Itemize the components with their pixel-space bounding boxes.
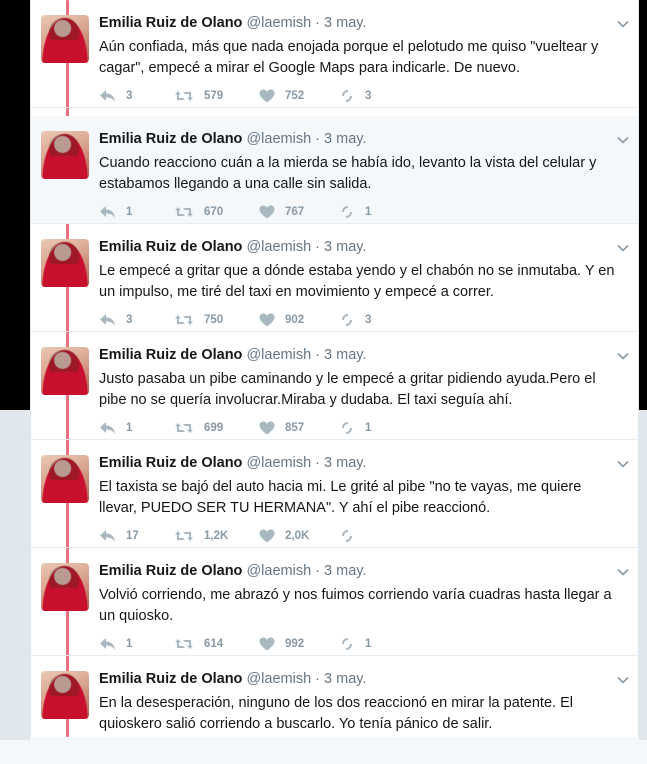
retweet-count: 750 xyxy=(204,314,224,326)
author-handle[interactable]: @laemish xyxy=(246,563,312,579)
author-handle[interactable]: @laemish xyxy=(246,455,312,471)
avatar[interactable] xyxy=(41,671,89,719)
author-name[interactable]: Emilia Ruiz de Olano xyxy=(99,563,243,579)
avatar[interactable] xyxy=(41,15,89,63)
reply-count: 1 xyxy=(126,206,133,218)
retweet-button[interactable] xyxy=(174,420,223,436)
tweet-text: Aún confiada, más que nada enojada porque el pelotudo me quiso "vueltear y cagar", empecé a mirar el Google Maps para indicarle. De nuevo. xyxy=(99,39,599,76)
like-button[interactable] xyxy=(259,312,304,328)
background-gray-panel-right xyxy=(639,410,647,740)
retweet-count: 670 xyxy=(204,206,224,218)
tweet[interactable] xyxy=(31,332,638,440)
moment-icon xyxy=(339,89,355,103)
retweet-button[interactable] xyxy=(174,204,223,220)
background-right xyxy=(639,0,647,737)
like-icon xyxy=(259,89,275,103)
chevron-down-icon[interactable] xyxy=(616,349,630,363)
separator: · xyxy=(315,347,321,363)
chevron-down-icon[interactable] xyxy=(616,17,630,31)
tweet-header xyxy=(99,562,367,580)
author-handle[interactable]: @laemish xyxy=(246,671,312,687)
reply-count: 3 xyxy=(126,314,133,326)
tweet-actions xyxy=(99,636,519,652)
moment-icon xyxy=(339,205,355,219)
tweet-header xyxy=(99,670,367,688)
author-name[interactable]: Emilia Ruiz de Olano xyxy=(99,239,243,255)
reply-button[interactable] xyxy=(99,636,132,652)
retweet-count: 614 xyxy=(204,638,224,650)
retweet-icon xyxy=(174,529,194,543)
separator: · xyxy=(315,131,321,147)
tweet-text: En la desesperación, ninguno de los dos reaccionó en mirar la patente. El quioskero salió corriendo a buscarlo. Yo tenía pánico de salir. xyxy=(99,695,573,732)
like-button[interactable] xyxy=(259,88,304,104)
reply-count: 1 xyxy=(126,422,133,434)
tweet-text: Le empecé a gritar que a dónde estaba yendo y el chabón no se inmutaba. Y en un impulso, me tiré del taxi en movimiento y empecé a correr. xyxy=(99,263,615,300)
tweet-time[interactable]: 3 may. xyxy=(324,15,367,31)
tweet-header xyxy=(99,238,367,256)
author-handle[interactable]: @laemish xyxy=(246,347,312,363)
tweet-text: Cuando reacciono cuán a la mierda se había ido, levanto la vista del celular y estabamos llegando a una calle sin salida. xyxy=(99,155,597,192)
like-icon xyxy=(259,421,275,435)
like-count: 902 xyxy=(285,314,305,326)
moment-button[interactable] xyxy=(339,636,371,652)
retweet-button[interactable] xyxy=(174,528,228,544)
tweet-time[interactable]: 3 may. xyxy=(324,239,367,255)
tweet[interactable] xyxy=(31,656,638,764)
like-icon xyxy=(259,205,275,219)
tweet-time[interactable]: 3 may. xyxy=(324,455,367,471)
avatar[interactable] xyxy=(41,239,89,287)
reply-icon xyxy=(99,313,116,327)
background-left xyxy=(0,0,30,737)
reply-button[interactable] xyxy=(99,88,132,104)
retweet-button[interactable] xyxy=(174,636,223,652)
like-count: 752 xyxy=(285,90,305,102)
separator: · xyxy=(315,563,321,579)
like-count: 857 xyxy=(285,422,305,434)
reply-count: 3 xyxy=(126,90,133,102)
reply-icon xyxy=(99,637,116,651)
avatar[interactable] xyxy=(41,131,89,179)
tweet[interactable] xyxy=(31,440,638,548)
author-handle[interactable]: @laemish xyxy=(246,15,312,31)
reply-icon xyxy=(99,529,116,543)
moment-count: 3 xyxy=(365,314,372,326)
reply-count: 17 xyxy=(126,530,139,542)
chevron-down-icon[interactable] xyxy=(616,673,630,687)
background-dark-panel xyxy=(0,0,30,410)
separator: · xyxy=(315,455,321,471)
moment-button[interactable] xyxy=(339,420,371,436)
background-gray-panel xyxy=(0,410,30,740)
author-handle[interactable]: @laemish xyxy=(246,239,312,255)
author-name[interactable]: Emilia Ruiz de Olano xyxy=(99,15,243,31)
tweet-header xyxy=(99,454,367,472)
reply-count: 1 xyxy=(126,638,133,650)
moment-button[interactable] xyxy=(339,312,371,328)
tweet-actions xyxy=(99,204,519,220)
tweet-header xyxy=(99,14,367,32)
reply-icon xyxy=(99,89,116,103)
tweet-actions xyxy=(99,312,519,328)
moment-icon xyxy=(339,313,355,327)
avatar[interactable] xyxy=(41,455,89,503)
tweet[interactable] xyxy=(31,0,638,108)
moment-icon xyxy=(339,421,355,435)
moment-button[interactable] xyxy=(339,528,365,544)
reply-icon xyxy=(99,205,116,219)
retweet-icon xyxy=(174,637,194,651)
author-name[interactable]: Emilia Ruiz de Olano xyxy=(99,671,243,687)
reply-button[interactable] xyxy=(99,420,132,436)
retweet-icon xyxy=(174,205,194,219)
author-handle[interactable]: @laemish xyxy=(246,131,312,147)
moment-count: 1 xyxy=(365,638,372,650)
tweet-actions xyxy=(99,88,519,104)
tweet-time[interactable]: 3 may. xyxy=(324,131,367,147)
chevron-down-icon[interactable] xyxy=(616,241,630,255)
retweet-icon xyxy=(174,313,194,327)
reply-button[interactable] xyxy=(99,528,139,544)
separator: · xyxy=(315,671,321,687)
tweet-actions xyxy=(99,528,519,544)
chevron-down-icon[interactable] xyxy=(616,133,630,147)
chevron-down-icon[interactable] xyxy=(616,565,630,579)
reply-button[interactable] xyxy=(99,312,132,328)
like-count: 767 xyxy=(285,206,305,218)
retweet-count: 1,2K xyxy=(204,530,229,542)
tweet-time[interactable]: 3 may. xyxy=(324,347,367,363)
moment-count: 3 xyxy=(365,90,372,102)
retweet-count: 699 xyxy=(204,422,224,434)
moment-count: 1 xyxy=(365,206,372,218)
moment-icon xyxy=(339,529,355,543)
retweet-count: 579 xyxy=(204,90,224,102)
tweet[interactable] xyxy=(31,224,638,332)
separator: · xyxy=(315,239,321,255)
like-button[interactable] xyxy=(259,528,309,544)
tweet-time[interactable]: 3 may. xyxy=(324,563,367,579)
tweet[interactable] xyxy=(31,548,638,656)
author-name[interactable]: Emilia Ruiz de Olano xyxy=(99,347,243,363)
moment-icon xyxy=(339,637,355,651)
like-button[interactable] xyxy=(259,204,304,220)
retweet-button[interactable] xyxy=(174,312,223,328)
tweet-actions xyxy=(99,420,519,436)
moment-button[interactable] xyxy=(339,204,371,220)
author-name[interactable]: Emilia Ruiz de Olano xyxy=(99,455,243,471)
background-dark-panel-right xyxy=(639,0,647,410)
tweet-time[interactable]: 3 may. xyxy=(324,671,367,687)
retweet-icon xyxy=(174,421,194,435)
reply-icon xyxy=(99,421,116,435)
retweet-icon xyxy=(174,89,194,103)
like-button[interactable] xyxy=(259,420,304,436)
tweet-text: Volvió corriendo, me abrazó y nos fuimos corriendo varía cuadras hasta llegar a un quiosko. xyxy=(99,587,612,624)
tweet-thread xyxy=(30,0,639,737)
tweet[interactable] xyxy=(31,116,638,224)
chevron-down-icon[interactable] xyxy=(616,457,630,471)
tweet-header xyxy=(99,346,367,364)
avatar[interactable] xyxy=(41,563,89,611)
like-icon xyxy=(259,637,275,651)
moment-button[interactable] xyxy=(339,88,371,104)
like-count: 2,0K xyxy=(285,530,310,542)
avatar[interactable] xyxy=(41,347,89,395)
tweet-header xyxy=(99,130,367,148)
like-icon xyxy=(259,313,275,327)
author-name[interactable]: Emilia Ruiz de Olano xyxy=(99,131,243,147)
retweet-button[interactable] xyxy=(174,88,223,104)
reply-button[interactable] xyxy=(99,204,132,220)
like-icon xyxy=(259,529,275,543)
like-count: 992 xyxy=(285,638,305,650)
tweet-text: Justo pasaba un pibe caminando y le empecé a gritar pidiendo ayuda.Pero el pibe no se quería involucrar.Miraba y dudaba. El taxi seguía ahí. xyxy=(99,371,596,408)
separator: · xyxy=(315,15,321,31)
moment-count: 1 xyxy=(365,422,372,434)
like-button[interactable] xyxy=(259,636,304,652)
tweet-text: El taxista se bajó del auto hacia mi. Le grité al pibe "no te vayas, me quiere llevar, PUEDO SER TU HERMANA". Y ahí el pibe reaccionó. xyxy=(99,479,582,516)
